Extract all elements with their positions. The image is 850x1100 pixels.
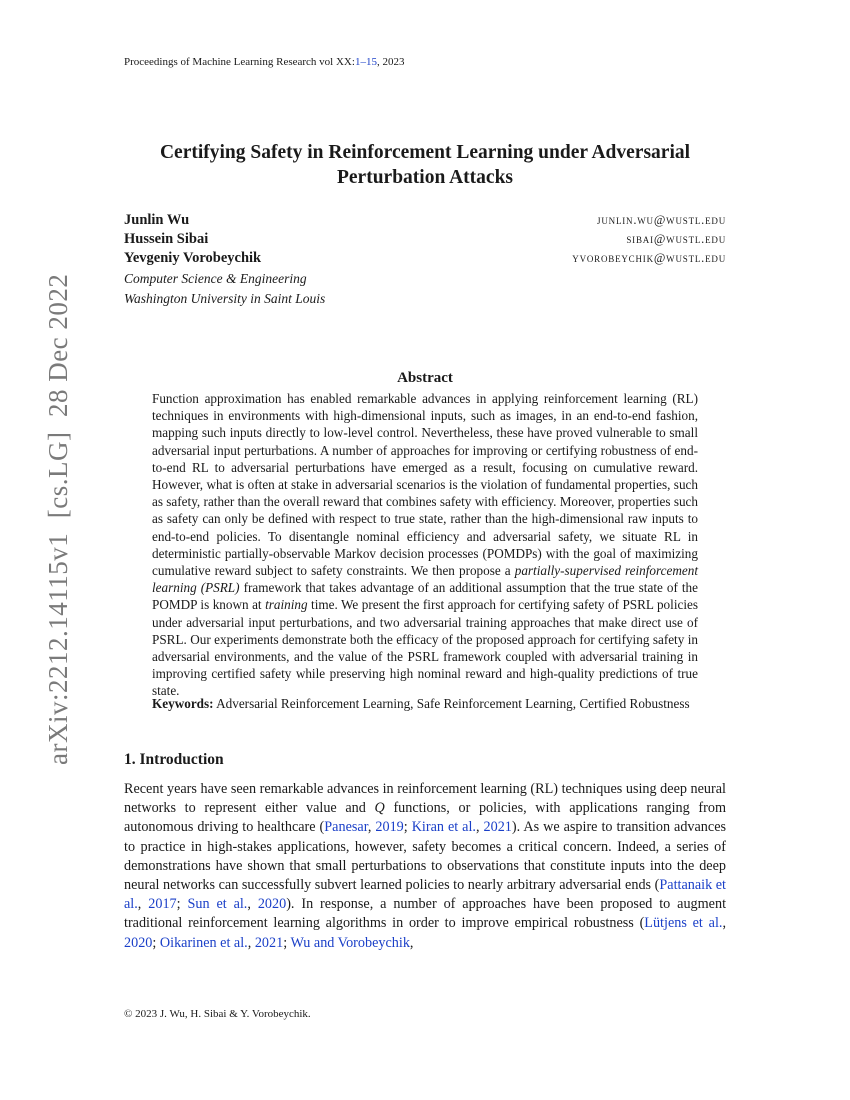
title-line-2: Perturbation Attacks xyxy=(336,167,514,188)
section-heading-introduction: 1. Introduction xyxy=(124,751,224,768)
citation-link[interactable]: 2021 xyxy=(483,819,512,836)
author-row xyxy=(124,212,726,231)
citation-link[interactable]: 2019 xyxy=(375,819,404,836)
citation-link[interactable]: 2017 xyxy=(148,896,177,913)
author-block xyxy=(124,212,726,309)
copyright-footer: © 2023 J. Wu, H. Sibai & Y. Vorobeychik. xyxy=(124,1008,311,1020)
abstract-heading: Abstract xyxy=(397,370,453,386)
author-row xyxy=(124,231,726,250)
citation-link[interactable]: 2020 xyxy=(124,934,153,951)
journal-header: Proceedings of Machine Learning Research vol XX:1–15, 2023 xyxy=(124,56,405,68)
paper-title xyxy=(124,140,726,190)
abstract-body: Function approximation has enabled remarkable advances in applying reinforcement learning (RL) techniques in environments with high-dimensional inputs, such as images, in an end-to-end fashion, mapping such inputs directly to low-level control. Nevertheless, these have proved vulnerable to small adversarial input perturbations. A number of approaches for improving or certifying robustness of end-to-end RL to adversarial perturbations have emerged as a result, focusing on cumulative reward. However, what is often at stake in adversarial scenarios is the violation of fundamental properties, such as safety, rather than the overall reward that combines safety with efficiency. Moreover, properties such as safety can only be defined with respect to true state, rather than the high-dimensional raw inputs to end-to-end policies. To disentangle nominal efficiency and adversarial safety, we situate RL in deterministic partially-observable Markov decision processes (POMDPs) with the goal of maximizing cumulative reward subject to safety constraints. We then propose a partially-supervised reinforcement learning (PSRL) framework that takes advantage of an additional assumption that the true state of the POMDP is known at training time. We present the first approach for certifying safety of PSRL policies under adversarial input perturbations, and two adversarial training approaches that make direct use of PSRL. Our experiments demonstrate both the efficacy of the proposed approach for certifying safety in adversarial environments, and the value of the PSRL framework coupled with adversarial training in improving certified safety while preserving high nominal reward and high-quality predictions of true state. xyxy=(152,391,698,699)
citation-link[interactable]: Panesar xyxy=(324,819,368,836)
math-symbol: Q xyxy=(374,800,385,817)
citation-link[interactable]: Pattanaik et al. xyxy=(124,877,726,913)
affiliation-university: Washington University in Saint Louis xyxy=(124,291,326,306)
author-name: Hussein Sibai xyxy=(124,231,209,247)
author-row xyxy=(124,250,726,269)
citation-link[interactable]: Kiran et al. xyxy=(411,819,476,836)
pages-link[interactable]: 1–15 xyxy=(354,56,377,68)
citation-link[interactable]: Sun et al. xyxy=(187,896,248,913)
author-email: junlin.wu@wustl.edu xyxy=(597,213,726,227)
citation-link[interactable]: 2020 xyxy=(257,896,287,913)
author-email: yvorobeychik@wustl.edu xyxy=(572,251,726,265)
keywords: Keywords: Adversarial Reinforcement Learning, Safe Reinforcement Learning, Certified Robustness xyxy=(152,696,690,711)
arxiv-identifier: arXiv:2212.14115v1 [cs.LG] 28 Dec 2022 xyxy=(43,273,73,765)
author-name: Junlin Wu xyxy=(124,212,190,228)
author-email: sibai@wustl.edu xyxy=(626,232,726,246)
citation-link[interactable]: 2021 xyxy=(254,934,284,951)
citation-link[interactable]: Oikarinen et al. xyxy=(159,934,248,951)
citation-link[interactable]: Lütjens et al. xyxy=(644,915,723,932)
author-name: Yevgeniy Vorobeychik xyxy=(124,250,262,266)
citation-link[interactable]: Wu and Vorobeychik xyxy=(290,934,410,951)
introduction-paragraph: Recent years have seen remarkable advances in reinforcement learning (RL) techniques using deep neural networks to represent either value and Q functions, or policies, with applications ranging from autonomous driving to healthcare (Panesar, 2019; Kiran et al., 2021). As we aspire to transition advances to practice in high-stakes applications, however, safety becomes a critical concern. Indeed, a series of demonstrations have shown that small perturbations to observations that constitute inputs into the deep neural networks can successfully subvert learned policies to nearly arbitrary adversarial ends (Pattanaik et al., 2017; Sun et al., 2020). In response, a number of approaches have been proposed to augment traditional reinforcement learning algorithms in order to improve empirical robustness (Lütjens et al., 2020; Oikarinen et al., 2021; Wu and Vorobeychik, xyxy=(124,781,727,951)
affiliation-department: Computer Science & Engineering xyxy=(124,271,307,286)
keywords-label: Keywords: xyxy=(152,696,214,711)
title-line-1: Certifying Safety in Reinforcement Learning under Adversarial xyxy=(159,142,691,163)
